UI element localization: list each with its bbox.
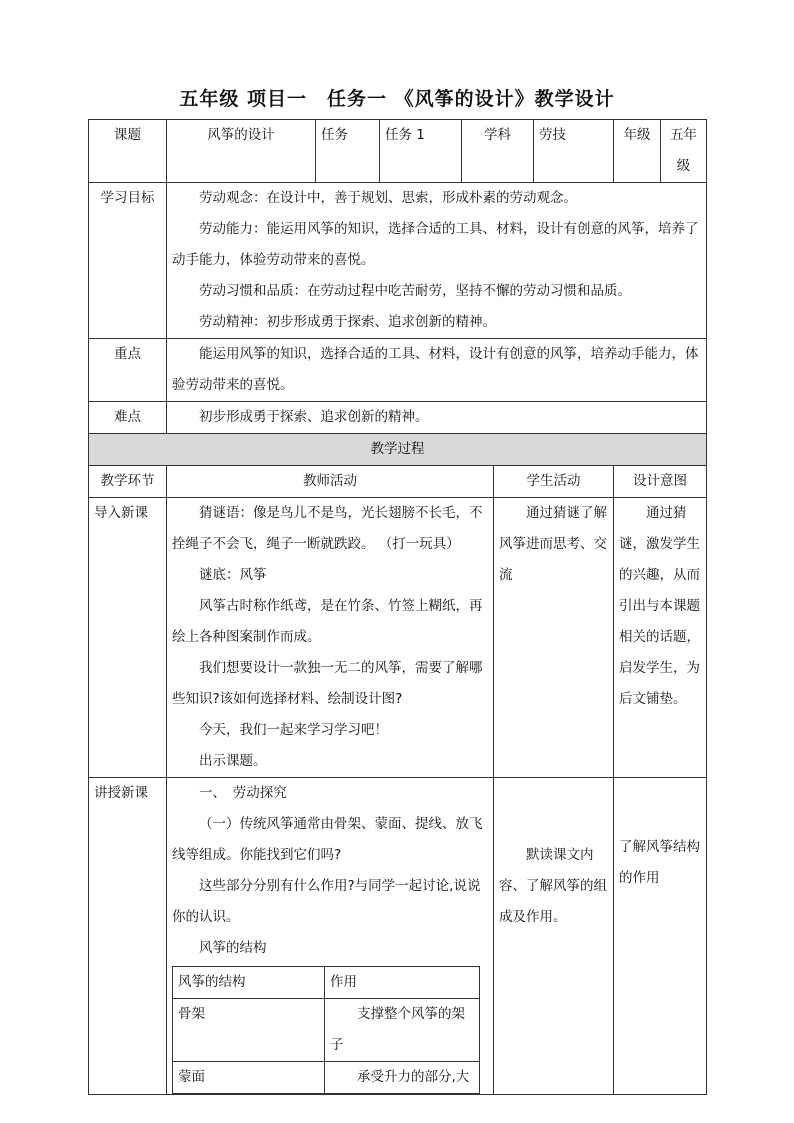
structure-function-text: 承受升力的部分,大 [357,1069,470,1085]
process-columns-row [89,466,707,498]
task-value: 任务 1 [380,120,462,183]
subject-label: 学科 [462,120,534,183]
objective-item: 劳动能力：能运用风筝的知识，选择合适的工具、材料，设计有创意的风筝，培养了动手能力，体验劳动带来的喜悦。 [172,221,699,268]
structure-header: 风筝的结构 [173,967,325,999]
key-point-label: 重点 [89,339,167,402]
difficulty-text: 初步形成勇于探索、追求创新的精神。 [199,409,429,425]
process-header: 教学过程 [89,434,707,466]
lecture-teacher-para: 一、 劳动探究 [199,785,287,801]
intro-teacher-para: 我们想要设计一款独一无二的风筝，需要了解哪些知识?该如何选择材料、绘制设计图? [172,660,483,707]
difficulty-label: 难点 [89,402,167,434]
intro-teacher-para: 今天，我们一起来学习学习吧！ [199,722,388,738]
intro-student [494,498,614,778]
key-point-row [89,339,707,402]
function-header: 作用 [325,967,480,999]
structure-row [173,1062,480,1094]
intro-row [89,498,707,778]
lecture-teacher-para: （一）传统风筝通常由骨架、蒙面、提线、放飞线等组成。你能找到它们吗? [172,816,483,863]
header-row [89,120,707,183]
kite-structure-table [172,966,480,1094]
lecture-teacher-para: 风筝的结构 [199,940,267,956]
difficulty-content [167,402,707,434]
lecture-intent [614,778,707,1095]
structure-function [325,999,480,1062]
intro-intent-text: 通过猜谜，激发学生的兴趣，从而引出与本课题相关的话题，启发学生，为后文铺垫。 [619,505,700,707]
column-intent: 设计意图 [614,466,707,498]
task-label: 任务 [316,120,380,183]
column-student: 学生活动 [494,466,614,498]
structure-header-row [173,967,480,999]
grade-value: 五年级 [661,120,707,183]
intro-teacher-para: 谜底：风筝 [199,567,267,583]
key-point-content [167,339,707,402]
key-point-text: 能运用风筝的知识，选择合适的工具、材料，设计有创意的风筝，培养动手能力，体验劳动带来的喜悦。 [172,346,699,393]
column-stage: 教学环节 [89,466,167,498]
topic-label: 课题 [89,120,167,183]
grade-label: 年级 [614,120,661,183]
intro-teacher-para: 出示课题。 [199,753,267,769]
topic-value: 风筝的设计 [167,120,316,183]
lecture-row [89,778,707,1095]
column-teacher: 教师活动 [167,466,494,498]
intro-student-text: 通过猜谜了解风筝进而思考、交流 [499,505,607,583]
lesson-plan-table [88,119,707,1095]
intro-teacher [167,498,494,778]
objective-item: 劳动习惯和品质：在劳动过程中吃苦耐劳，坚持不懈的劳动习惯和品质。 [199,283,631,299]
structure-function [325,1062,480,1094]
intro-intent [614,498,707,778]
structure-function-text: 支撑整个风筝的架子 [330,1006,465,1053]
lecture-student [494,778,614,1095]
objectives-content [167,183,707,339]
intro-stage: 导入新课 [89,498,167,778]
objectives-label: 学习目标 [89,183,167,339]
lecture-stage: 讲授新课 [89,778,167,1095]
structure-part: 骨架 [173,999,325,1062]
process-header-row [89,434,707,466]
lecture-student-text: 默读课文内容、了解风筝的组成及作用。 [499,847,607,925]
difficulty-row [89,402,707,434]
document-title: 五年级 项目一 任务一 《风筝的设计》教学设计 [179,88,615,110]
objective-item: 劳动精神：初步形成勇于探索、追求创新的精神。 [199,314,496,330]
subject-value: 劳技 [534,120,614,183]
structure-row [173,999,480,1062]
structure-part: 蒙面 [173,1062,325,1094]
objective-item: 劳动观念：在设计中，善于规划、思索，形成朴素的劳动观念。 [199,190,577,206]
lecture-teacher-para: 这些部分分别有什么作用?与同学一起讨论,说说你的认识。 [172,878,481,925]
intro-teacher-para: 猜谜语：像是鸟儿不是鸟，光长翅膀不长毛，不拴绳子不会飞，绳子一断就跌跤。 （打一玩具） [172,505,483,552]
lecture-teacher [167,778,494,1095]
intro-teacher-para: 风筝古时称作纸鸢，是在竹条、竹签上糊纸，再绘上各种图案制作而成。 [172,598,483,645]
objectives-row [89,183,707,339]
lecture-intent-text: 了解风筝结构的作用 [619,839,700,886]
